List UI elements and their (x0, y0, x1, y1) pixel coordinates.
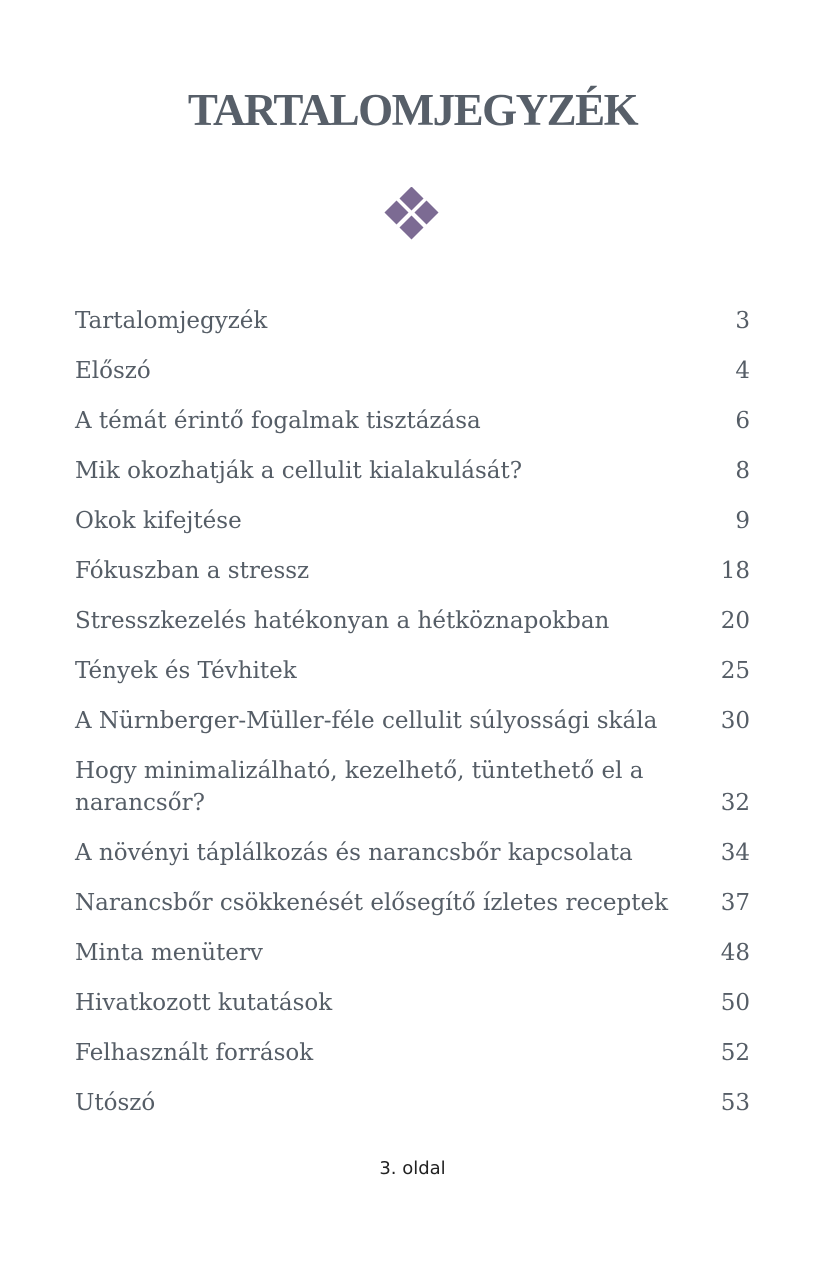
toc-entry[interactable] (75, 605, 750, 637)
toc-entry[interactable] (75, 555, 750, 587)
toc-entry[interactable] (75, 755, 750, 819)
ornament-diamond-right (414, 200, 438, 224)
toc-entry[interactable] (75, 705, 750, 737)
toc-entry[interactable] (75, 937, 750, 969)
toc-entry-page: 18 (720, 558, 750, 584)
toc-entry-page: 4 (735, 358, 750, 384)
toc-entry[interactable] (75, 837, 750, 869)
toc-entry[interactable] (75, 355, 750, 387)
toc-entry-page: 9 (735, 508, 750, 534)
toc-entry-page: 25 (720, 658, 750, 684)
toc-entry-title: Fókuszban a stressz (75, 558, 310, 584)
toc-entry-page: 48 (720, 940, 750, 966)
toc-entry-title: Előszó (75, 358, 151, 384)
toc-entry[interactable] (75, 655, 750, 687)
toc-entry-title: Hogy minimalizálható, kezelhető, tüntethető el a narancsőr? (75, 758, 644, 816)
toc-entry[interactable] (75, 505, 750, 537)
toc-entry[interactable] (75, 305, 750, 337)
toc-entry-title: Hivatkozott kutatások (75, 990, 333, 1016)
ornament-diamond-left (384, 200, 408, 224)
toc-entry-page: 34 (720, 840, 750, 866)
toc-entry-title: Felhasznált források (75, 1040, 314, 1066)
toc-entry-title: A témát érintő fogalmak tisztázása (75, 408, 481, 434)
toc-entry[interactable] (75, 1087, 750, 1119)
toc-entry-title: Narancsbőr csökkenését elősegítő ízletes receptek (75, 890, 669, 916)
toc-entry-page: 20 (720, 608, 750, 634)
toc-entry-page: 52 (720, 1040, 750, 1066)
toc-entry-title: Okok kifejtése (75, 508, 242, 534)
toc-entry-title: Mik okozhatják a cellulit kialakulását? (75, 458, 523, 484)
toc-entry-title: Minta menüterv (75, 940, 263, 966)
toc-entry-page: 8 (735, 458, 750, 484)
toc-entry[interactable] (75, 987, 750, 1019)
toc-entry-title: Tartalomjegyzék (75, 308, 268, 334)
toc-entry[interactable] (75, 1037, 750, 1069)
toc-entry-title: A Nürnberger-Müller-féle cellulit súlyossági skála (75, 708, 658, 734)
ornament-diamond-top (399, 187, 423, 211)
toc-entry-page: 30 (720, 708, 750, 734)
toc-entry-page: 37 (720, 890, 750, 916)
page-number-footer: 3. oldal (379, 1158, 446, 1179)
toc-entry-page: 32 (720, 790, 750, 816)
toc-entry-title: Stresszkezelés hatékonyan a hétköznapokban (75, 608, 610, 634)
diamond-cluster-icon (383, 187, 441, 245)
toc-entry-title: A növényi táplálkozás és narancsbőr kapcsolata (75, 840, 633, 866)
toc-entry-page: 53 (720, 1090, 750, 1116)
toc-entry-page: 3 (735, 308, 750, 334)
toc-entry-title: Utószó (75, 1090, 156, 1116)
toc-entry-title: Tények és Tévhitek (75, 658, 297, 684)
page-title: TARTALOMJEGYZÉK (187, 85, 638, 135)
table-of-contents (75, 305, 750, 1137)
toc-entry-page: 6 (735, 408, 750, 434)
ornament-diamond-bottom (399, 215, 423, 239)
toc-entry[interactable] (75, 455, 750, 487)
toc-entry[interactable] (75, 887, 750, 919)
toc-entry-page: 50 (720, 990, 750, 1016)
toc-entry[interactable] (75, 405, 750, 437)
